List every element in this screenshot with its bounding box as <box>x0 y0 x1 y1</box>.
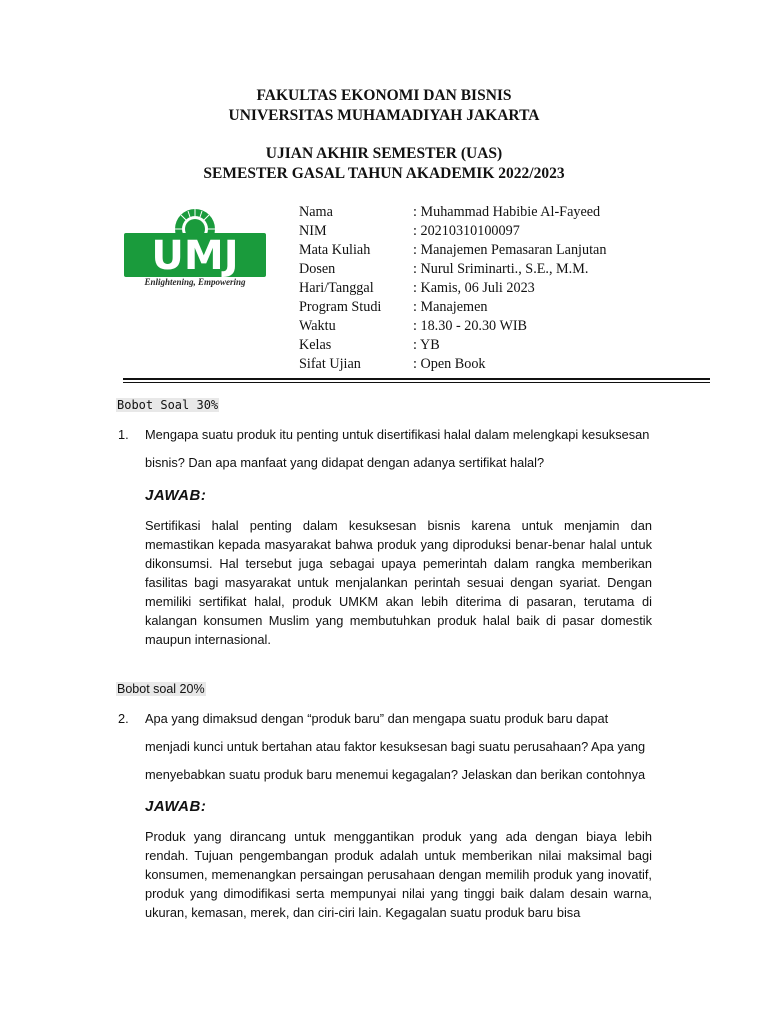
info-row-dosen: Dosen : Nurul Sriminarti., S.E., M.M. <box>299 261 589 277</box>
q2-weight: Bobot soal 20% <box>117 682 205 696</box>
q2-answer-heading: JAWAB: <box>145 798 207 815</box>
umj-logo <box>120 207 270 293</box>
exam-title: UJIAN AKHIR SEMESTER (UAS) <box>265 145 503 162</box>
info-row-mata-kuliah: Mata Kuliah : Manajemen Pemasaran Lanjutan <box>299 242 607 258</box>
q1-number: 1. <box>118 427 129 442</box>
info-row-nim: NIM : 20210310100097 <box>299 223 520 239</box>
q2-number: 2. <box>118 711 129 726</box>
info-row-hari-tanggal: Hari/Tanggal : Kamis, 06 Juli 2023 <box>299 280 535 296</box>
semester-title: SEMESTER GASAL TAHUN AKADEMIK 2022/2023 <box>203 165 565 182</box>
faculty-title: FAKULTAS EKONOMI DAN BISNIS <box>256 87 512 104</box>
q2-answer: Produk yang dirancang untuk menggantikan produk yang ada dengan biaya lebih rendah. Tujuan pengembangan produk adalah untuk memberikan nilai maksimal bagi konsumen, memenangkan persaingan perusahaan dengan memilih produk yang inovatif, produk yang dimodifikasi serta mempunyai nilai yang tinggi baik dalam desain warna, ukuran, kemasan, merek, dan ciri-ciri lain. Kegagalan suatu produk baru bisa <box>145 829 652 920</box>
q2-line-3: menyebabkan suatu produk baru menemui kegagalan? Jelaskan dan berikan contohnya <box>145 767 646 782</box>
info-row-program-studi: Program Studi : Manajemen <box>299 299 488 315</box>
q1-weight: Bobot Soal 30% <box>117 398 219 412</box>
divider-thick <box>123 378 710 380</box>
university-title: UNIVERSITAS MUHAMADIYAH JAKARTA <box>228 107 540 124</box>
q1-answer-heading: JAWAB: <box>145 487 207 504</box>
logo-tagline: Enlightening, Empowering <box>144 277 246 287</box>
divider-thin <box>123 382 710 383</box>
info-row-kelas: Kelas : YB <box>299 337 440 353</box>
q1-line-1: Mengapa suatu produk itu penting untuk disertifikasi halal dalam melengkapi kesuksesan <box>145 427 650 442</box>
info-row-waktu: Waktu : 18.30 - 20.30 WIB <box>299 318 528 334</box>
student-info <box>299 203 606 374</box>
q1-line-2: bisnis? Dan apa manfaat yang didapat dengan adanya sertifikat halal? <box>145 455 545 470</box>
q2-line-1: Apa yang dimaksud dengan “produk baru” dan mengapa suatu produk baru dapat <box>145 711 609 726</box>
q2-line-2: menjadi kunci untuk bertahan atau faktor kesuksesan bagi suatu perusahaan? Apa yang <box>145 739 646 754</box>
q1-answer: Sertifikasi halal penting dalam kesuksesan bisnis karena untuk menjamin dan memastikan kepada masyarakat bahwa produk yang diproduksi benar-benar halal untuk dikonsumsi. Hal tersebut juga sebagai upaya pemerintah dalam rangka memberikan fasilitas bagi masyarakat untuk menjalankan perintah sesuai dengan syariat. Dengan memiliki sertifikat halal, produk UMKM akan lebih diterima di pasaran, terutama di kalangan konsumen Muslim yang membutuhkan produk halal baik di pasar domestik maupun internasional. <box>145 518 652 647</box>
info-row-nama: Nama : Muhammad Habibie Al-Fayeed <box>299 204 601 220</box>
document-header <box>0 86 768 184</box>
logo-text: UMJ <box>151 233 239 279</box>
info-row-sifat-ujian: Sifat Ujian : Open Book <box>299 356 486 372</box>
